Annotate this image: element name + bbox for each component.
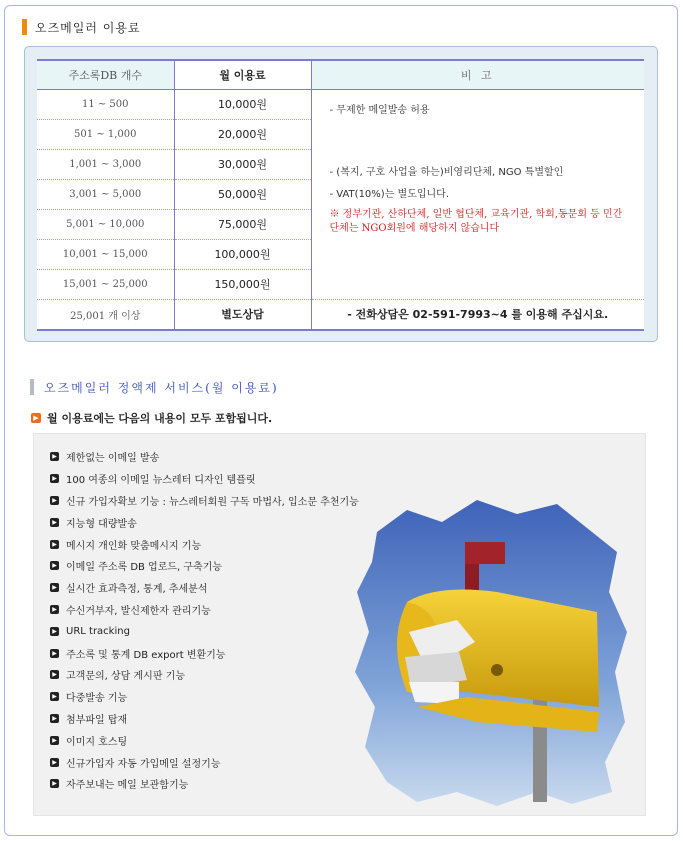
arrow-bullet-icon: ▶ xyxy=(50,758,59,767)
section-title xyxy=(22,18,141,36)
range-cell: 15,001 ~ 25,000 xyxy=(37,269,174,299)
feature-text: 제한없는 이메일 발송 xyxy=(66,453,160,465)
feature-text: 수신거부자, 발신제한자 관리기능 xyxy=(66,605,211,617)
feature-text: 이메일 주소록 DB 업로드, 구축기능 xyxy=(66,562,223,574)
list-item xyxy=(50,708,359,730)
fee-cell: 별도상담 xyxy=(174,299,311,330)
feature-text: 지능형 대량발송 xyxy=(66,518,137,530)
fee-cell: 20,000원 xyxy=(174,119,311,149)
list-item xyxy=(50,468,359,490)
fee-cell: 30,000원 xyxy=(174,149,311,179)
range-cell: 5,001 ~ 10,000 xyxy=(37,209,174,239)
service-title xyxy=(30,378,279,396)
note-ngo-discount: - (복지, 구호 사업을 하는)비영리단체, NGO 특별할인 xyxy=(329,166,564,178)
service-title-text: 오즈메일러 정액제 서비스(월 이용료) xyxy=(44,380,279,395)
list-item xyxy=(50,533,359,555)
range-cell: 25,001 개 이상 xyxy=(37,299,174,330)
table-row xyxy=(37,89,644,119)
arrow-bullet-icon: ▶ xyxy=(50,736,59,745)
feature-text: 이미지 호스팅 xyxy=(66,736,128,748)
pricing-table xyxy=(37,59,644,331)
feature-text: URL tracking xyxy=(66,625,130,637)
list-item xyxy=(50,664,359,686)
arrow-bullet-icon: ▶ xyxy=(50,496,59,505)
note-unlimited: - 무제한 메일발송 허용 xyxy=(329,104,430,116)
feature-text: 자주보내는 메일 보관함기능 xyxy=(66,780,189,792)
feature-text: 첨부파일 탑재 xyxy=(66,714,128,726)
note-vat: - VAT(10%)는 별도입니다. xyxy=(329,188,450,200)
feature-text: 주소록 및 통계 DB export 변환기능 xyxy=(66,649,226,661)
header-db-count: 주소록DB 개수 xyxy=(37,60,174,89)
arrow-bullet-icon: ▶ xyxy=(50,540,59,549)
feature-text: 고객문의, 상담 게시판 기능 xyxy=(66,671,185,683)
intro-text: 월 이용료에는 다음의 내용이 모두 포함됩니다. xyxy=(47,412,273,425)
arrow-bullet-icon: ▶ xyxy=(50,518,59,527)
section-title-text: 오즈메일러 이용료 xyxy=(35,20,141,35)
feature-text: 신규 가입자확보 기능 : 뉴스레터회원 구독 마법사, 입소문 추천기능 xyxy=(66,496,359,508)
feature-text: 다중발송 기능 xyxy=(66,693,128,705)
fee-cell: 10,000원 xyxy=(174,89,311,119)
contact-note: - 전화상담은 02-591-7993~4 를 이용해 주십시요. xyxy=(311,299,644,330)
fee-cell: 150,000원 xyxy=(174,269,311,299)
feature-text: 100 여종의 이메일 뉴스레터 디자인 템플릿 xyxy=(66,475,256,487)
feature-text: 메시지 개인화 맞춤메시지 기능 xyxy=(66,540,202,552)
arrow-bullet-icon: ▶ xyxy=(50,714,59,723)
note-ngo-warning: ※ 정부기관, 산하단체, 일반 협단체, 교육기관, 학회,동문회 등 민간단체는 NGO회원에 해당하지 않습니다 xyxy=(329,208,623,234)
arrow-bullet-icon: ▶ xyxy=(50,605,59,614)
orange-bar-icon xyxy=(22,19,27,35)
list-item xyxy=(50,686,359,708)
feature-text: 실시간 효과측정, 통계, 추세분석 xyxy=(66,584,208,596)
range-cell: 10,001 ~ 15,000 xyxy=(37,239,174,269)
range-cell: 501 ~ 1,000 xyxy=(37,119,174,149)
fee-cell: 100,000원 xyxy=(174,239,311,269)
list-item xyxy=(50,555,359,577)
feature-list xyxy=(50,446,359,795)
list-item xyxy=(50,577,359,599)
range-cell: 1,001 ~ 3,000 xyxy=(37,149,174,179)
orange-arrow-icon: ▶ xyxy=(31,413,41,423)
fee-cell: 75,000원 xyxy=(174,209,311,239)
header-notes: 비 고 xyxy=(311,60,644,89)
arrow-bullet-icon: ▶ xyxy=(50,692,59,701)
list-item xyxy=(50,511,359,533)
gray-bar-icon xyxy=(30,379,34,395)
arrow-bullet-icon: ▶ xyxy=(50,670,59,679)
list-item xyxy=(50,642,359,664)
feature-text: 신규가입자 자동 가입메일 설정기능 xyxy=(66,758,221,770)
list-item xyxy=(50,446,359,468)
list-item xyxy=(50,729,359,751)
range-cell: 11 ~ 500 xyxy=(37,89,174,119)
list-item xyxy=(50,490,359,512)
intro-line xyxy=(31,410,272,426)
range-cell: 3,001 ~ 5,000 xyxy=(37,179,174,209)
arrow-bullet-icon: ▶ xyxy=(50,649,59,658)
pricing-table-box xyxy=(24,46,658,342)
arrow-bullet-icon: ▶ xyxy=(50,474,59,483)
mailbox-illustration-icon xyxy=(347,492,632,807)
list-item xyxy=(50,620,359,642)
arrow-bullet-icon: ▶ xyxy=(50,779,59,788)
features-box xyxy=(33,433,646,816)
arrow-bullet-icon: ▶ xyxy=(50,561,59,570)
list-item xyxy=(50,599,359,621)
arrow-bullet-icon: ▶ xyxy=(50,627,59,636)
list-item xyxy=(50,751,359,773)
fee-cell: 50,000원 xyxy=(174,179,311,209)
list-item xyxy=(50,773,359,795)
arrow-bullet-icon: ▶ xyxy=(50,583,59,592)
table-header-row xyxy=(37,60,644,89)
table-row-last xyxy=(37,299,644,330)
arrow-bullet-icon: ▶ xyxy=(50,452,59,461)
notes-cell xyxy=(311,89,644,299)
header-monthly-fee: 월 이용료 xyxy=(174,60,311,89)
